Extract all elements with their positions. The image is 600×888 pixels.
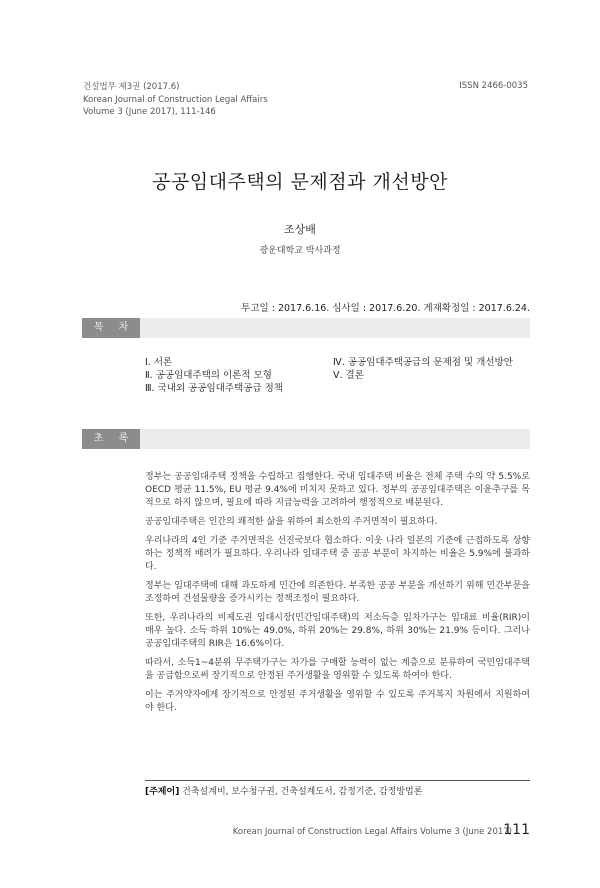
footer-journal: Korean Journal of Construction Legal Affairs Volume 3 (June 2017) — [232, 827, 512, 837]
abstract-paragraph: 우리나라의 4인 기준 주거면적은 선진국보다 협소하다. 이웃 나라 일본의 기준에 근접하도록 상향하는 정책적 배려가 필요하다. 우리나라 임대주택 중 공공 부분이 차지하는 비율은 5.9%에 불과하다. — [145, 536, 530, 572]
abstract-paragraph: 또한, 우리나라의 비제도권 임대시장(민간임대주택)의 저소득층 임차가구는 임대료 비율(RIR)이 매우 높다. 소득 하위 10%는 49.0%, 하위 20%는 29.8%, 하위 30%는 21.9% 등이다. 그러나 공공임대주택의 RIR은 16.6%이다. — [145, 613, 530, 649]
abstract-paragraph: 정부는 임대주택에 대해 과도하게 민간에 의존한다. 부족한 공공 부분을 개선하기 위해 민간부문을 조정하여 건설물량을 증가시키는 정책조정이 필요하다. — [145, 581, 530, 604]
toc-item: Ⅴ. 결론 — [333, 370, 364, 381]
toc-item: Ⅲ. 국내외 공공임대주택공급 정책 — [145, 383, 283, 394]
abstract-paragraph: 공공임대주택은 인간의 쾌적한 삶을 위하여 최소한의 주거면적이 필요하다. — [145, 517, 438, 527]
toc-column-left — [145, 356, 283, 395]
toc-label: 목 차 — [82, 318, 140, 338]
author-name: 조상배 — [284, 223, 316, 236]
toc-item: Ⅳ. 공공임대주택공급의 문제점 및 개선방안 — [333, 357, 513, 368]
journal-name-en: Korean Journal of Construction Legal Affairs — [83, 94, 268, 105]
abstract-paragraph: 정부는 공공임대주택 정책을 수립하고 집행한다. 국내 임대주택 비율은 전체 주택 수의 약 5.5%로 OECD 평균 11.5%, EU 평균 9.4%에 미치지 못하고 있다. 정부의 공공임대주택은 이윤추구를 목적으로 하지 않으며, 필요에 따라 지급능력을 고려하여 행정적으로 배분된다. — [145, 472, 530, 508]
abstract-label: 초 록 — [82, 429, 140, 449]
page-number: 111 — [503, 822, 530, 838]
toc-item: Ⅰ. 서론 — [145, 357, 173, 368]
author-affiliation: 광운대학교 박사과정 — [259, 246, 341, 256]
keywords-divider — [145, 780, 530, 781]
abstract-paragraph: 따라서, 소득1~4분위 무주택가구는 자가를 구매할 능력이 없는 계층으로 분류하여 국민임대주택을 공급함으로써 장기적으로 안정된 주거생활을 영위할 수 있도록 하여야 한다. — [145, 658, 530, 681]
toc-column-right — [333, 356, 513, 382]
journal-volume-en: Volume 3 (June 2017), 111-146 — [83, 107, 216, 117]
keywords-text: 건축설계비, 보수청구권, 건축설계도서, 감정기준, 감정방법론 — [179, 787, 423, 797]
toc-item: Ⅱ. 공공임대주택의 이론적 모형 — [145, 370, 272, 381]
keywords — [145, 784, 422, 797]
abstract-paragraph: 이는 주거약자에게 장기적으로 안정된 주거생활을 영위할 수 있도록 주거복지 차원에서 지원하여야 한다. — [145, 690, 530, 713]
journal-header — [83, 81, 268, 119]
paper-title: 공공임대주택의 문제점과 개선방안 — [152, 171, 448, 193]
abstract-bar — [82, 429, 530, 449]
abstract-body — [145, 471, 530, 721]
journal-volume-ko: 건설법무 제3권 (2017.6) — [83, 82, 180, 92]
keywords-label: [주제어] — [145, 787, 180, 797]
issn: ISSN 2466-0035 — [459, 81, 528, 91]
toc-bar — [82, 318, 530, 338]
submission-dates: 투고일 : 2017.6.16. 심사일 : 2017.6.20. 게재확정일 : 2017.6.24. — [241, 303, 530, 314]
